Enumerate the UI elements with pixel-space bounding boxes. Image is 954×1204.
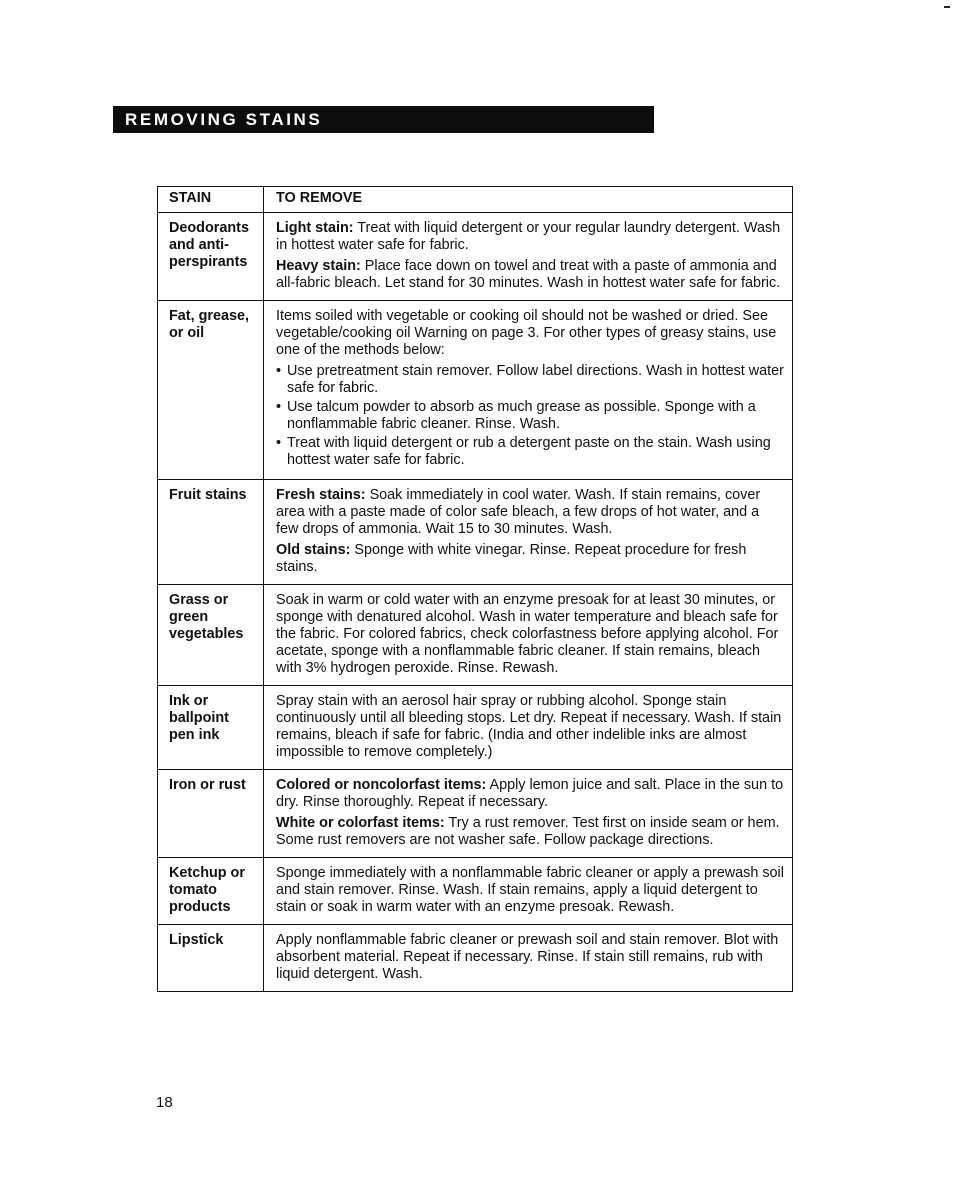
instruction-paragraph — [276, 220, 784, 254]
instruction-paragraph — [276, 815, 784, 849]
instruction-paragraph — [276, 932, 784, 983]
removal-instructions — [264, 480, 793, 585]
instruction-paragraph — [276, 487, 784, 538]
stain-name: Fat, grease, or oil — [158, 301, 264, 480]
table-row — [158, 686, 793, 770]
instruction-paragraph — [276, 258, 784, 292]
stain-removal-table — [157, 186, 793, 992]
stain-condition-label: Fresh stains: — [276, 487, 366, 503]
table-row — [158, 585, 793, 686]
removal-instructions — [264, 858, 793, 925]
instruction-text: Spray stain with an aerosol hair spray or rubbing alcohol. Sponge stain continuously until all bleeding stops. Let dry. Repeat if necessary. Wash. If stain remains, bleach if safe for fabric. (India and other indelible inks are almost impossible to remove completely.) — [276, 693, 782, 760]
instruction-paragraph — [276, 542, 784, 576]
method-list-item: • Treat with liquid detergent or rub a detergent paste on the stain. Wash using hottest water safe for fabric. — [276, 435, 784, 469]
column-header-stain: STAIN — [158, 187, 264, 213]
page-edge-mark — [944, 6, 950, 8]
section-title: REMOVING STAINS — [113, 106, 654, 133]
table-body — [158, 213, 793, 992]
table-row — [158, 213, 793, 301]
removal-instructions — [264, 686, 793, 770]
stain-name: Iron or rust — [158, 770, 264, 858]
instruction-text: Sponge immediately with a nonflammable fabric cleaner or apply a prewash soil and stain remover. Rinse. Wash. If stain remains, apply a liquid detergent to stain or soak in warm water with an enzyme presoak. Rewash. — [276, 865, 784, 915]
instruction-text: Soak immediately in cool water. Wash. If stain remains, cover area with a paste made of color safe bleach, a few drops of hot water, and a few drops of ammonia. Wait 15 to 30 minutes. Wash. — [276, 487, 761, 537]
instruction-paragraph — [276, 592, 784, 677]
instruction-text: Treat with liquid detergent or your regular laundry detergent. Wash in hottest water safe for fabric. — [276, 220, 781, 253]
stain-condition-label: Heavy stain: — [276, 258, 361, 274]
instruction-paragraph — [276, 308, 784, 359]
stain-name: Grass or green vegetables — [158, 585, 264, 686]
table-row — [158, 925, 793, 992]
instruction-text: Soak in warm or cold water with an enzyme presoak for at least 30 minutes, or sponge with denatured alcohol. Wash in water temperature and bleach safe for the fabric. For colored fabrics, check colorfastness before applying alcohol. For acetate, sponge with a nonflammable fabric cleaner. If stain remains, bleach with 3% hydrogen peroxide. Rinse. Rewash. — [276, 592, 779, 676]
instruction-text: Sponge with white vinegar. Rinse. Repeat procedure for fresh stains. — [276, 542, 747, 575]
instruction-paragraph — [276, 777, 784, 811]
removal-instructions — [264, 301, 793, 480]
stain-name: Lipstick — [158, 925, 264, 992]
stain-name: Ketchup or tomato products — [158, 858, 264, 925]
instruction-text: Place face down on towel and treat with a paste of ammonia and all-fabric bleach. Let stand for 30 minutes. Wash in hottest water safe for fabric. — [276, 258, 781, 291]
stain-condition-label: White or colorfast items: — [276, 815, 445, 831]
instruction-text: Apply nonflammable fabric cleaner or prewash soil and stain remover. Blot with absorbent material. Repeat if necessary. Rinse. If stain still remains, rub with liquid detergent. Wash. — [276, 932, 779, 982]
instruction-text: Try a rust remover. Test first on inside seam or hem. Some rust removers are not washer safe. Follow package directions. — [276, 815, 780, 848]
stain-name: Ink or ballpoint pen ink — [158, 686, 264, 770]
stain-name: Deodorants and anti-perspirants — [158, 213, 264, 301]
removal-instructions — [264, 585, 793, 686]
stain-condition-label: Light stain: — [276, 220, 354, 236]
stain-name: Fruit stains — [158, 480, 264, 585]
instruction-paragraph — [276, 693, 784, 761]
table-row — [158, 858, 793, 925]
instruction-text: Items soiled with vegetable or cooking oil should not be washed or dried. See vegetable/cooking oil Warning on page 3. For other types of greasy stains, use one of the methods below: — [276, 308, 777, 358]
removal-instructions — [264, 770, 793, 858]
table-row — [158, 301, 793, 480]
column-header-to-remove: TO REMOVE — [264, 187, 793, 213]
removal-instructions — [264, 925, 793, 992]
method-list-item: • Use talcum powder to absorb as much grease as possible. Sponge with a nonflammable fabric cleaner. Rinse. Wash. — [276, 399, 784, 433]
removal-instructions — [264, 213, 793, 301]
method-list-item: • Use pretreatment stain remover. Follow label directions. Wash in hottest water safe for fabric. — [276, 363, 784, 397]
instruction-paragraph — [276, 865, 784, 916]
table-row — [158, 770, 793, 858]
table-row — [158, 480, 793, 585]
page-number: 18 — [156, 1094, 173, 1111]
stain-condition-label: Old stains: — [276, 542, 351, 558]
stain-condition-label: Colored or noncolorfast items: — [276, 777, 487, 793]
method-list — [276, 363, 784, 469]
table-header-row — [158, 187, 793, 213]
instruction-text: Apply lemon juice and salt. Place in the sun to dry. Rinse thoroughly. Repeat if necessary. — [276, 777, 784, 810]
